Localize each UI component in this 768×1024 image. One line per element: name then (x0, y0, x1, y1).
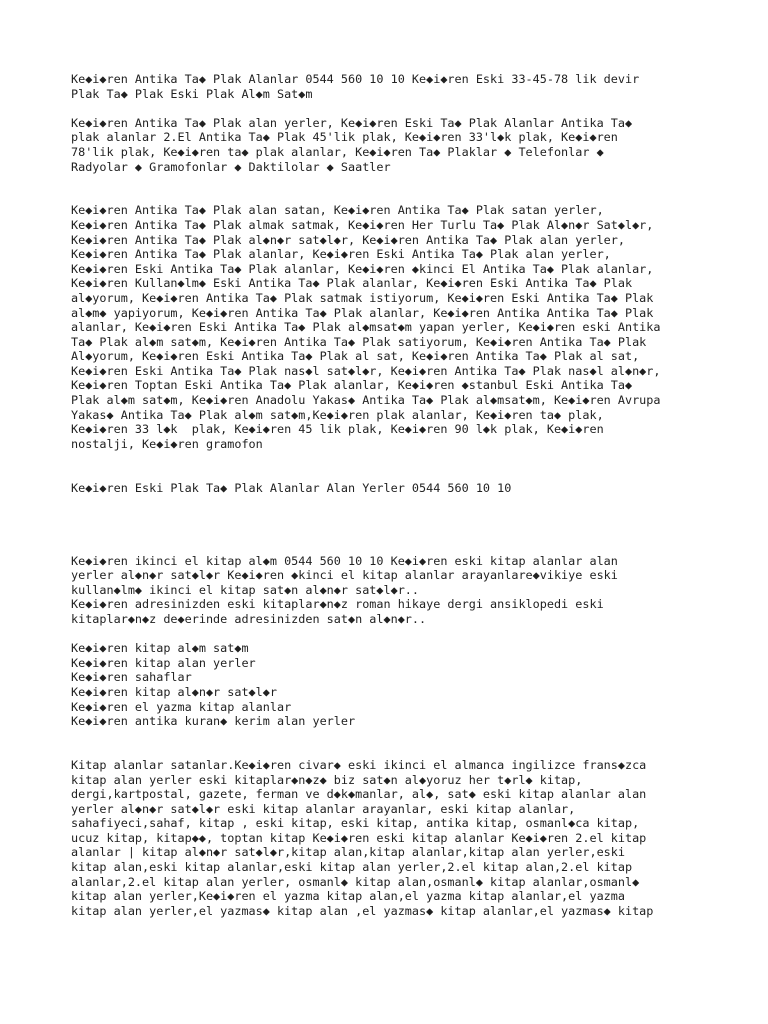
kitap-list: Ke◆i◆ren kitap al◆m sat◆m Ke◆i◆ren kitap alan yerler Ke◆i◆ren sahaflar Ke◆i◆ren kitap al◆n◆r sat◆l◆r Ke◆i◆ren el yazma kitap alanlar Ke◆i◆ren antika kuran◆ kerim alan yerler (71, 641, 356, 729)
kitap-keywords-paragraph: Kitap alanlar satanlar.Ke◆i◆ren civar◆ eski ikinci el almanca ingilizce frans◆zca kitap alan yerler eski kitaplar◆n◆z◆ biz sat◆n al◆yoruz her t◆rl◆ kitap, dergi,kartpostal, gazete, ferman ve d◆k◆manlar, al◆, sat◆ eski kitap alanlar alan yerler al◆n◆r sat◆l◆r eski kitap alanlar arayanlar, eski kitap alanlar, sahafiyeci,sahaf, kitap , eski kitap, eski kitap, antika kitap, osmanl◆ca kitap, ucuz kitap, kitap◆◆, toptan kitap Ke◆i◆ren eski kitap alanlar Ke◆i◆ren 2.el kitap alanlar | kitap al◆n◆r sat◆l◆r,kitap alan,kitap alanlar,kitap alan yerler,eski kitap alan,eski kitap alanlar,eski kitap alan yerler,2.el kitap alan,2.el kitap alanlar,2.el kitap alan yerler, osmanl◆ kitap alan,osmanl◆ kitap alanlar,osmanl◆ kitap alan yerler,Ke◆i◆ren el yazma kitap alan,el yazma kitap alanlar,el yazma kitap alan yerler,el yazmas◆ kitap alan ,el yazmas◆ kitap alanlar,el yazmas◆ kitap (71, 757, 654, 918)
spacer (71, 451, 711, 480)
spacer (71, 101, 711, 116)
spacer (71, 174, 711, 203)
document-page (71, 72, 711, 918)
kitap-intro-paragraph: Ke◆i◆ren ikinci el kitap al◆m 0544 560 10 10 Ke◆i◆ren eski kitap alanlar alan yerler al◆n◆r sat◆l◆r Ke◆i◆ren ◆kinci el kitap alanlar arayanlare◆vikiye eski kullan◆lm◆ ikinci el kitap sat◆n al◆n◆r sat◆l◆r.. Ke◆i◆ren adresinizden eski kitaplar◆n◆z roman hikaye dergi ansiklopedi eski kitaplar◆n◆z de◆erinde adresinizden sat◆n al◆n◆r.. (71, 553, 618, 626)
spacer (71, 627, 711, 642)
plak-contact-line: Ke◆i◆ren Eski Plak Ta◆ Plak Alanlar Alan Yerler 0544 560 10 10 (71, 480, 512, 495)
spacer (71, 729, 711, 758)
plak-summary-paragraph: Ke◆i◆ren Antika Ta◆ Plak alan yerler, Ke◆i◆ren Eski Ta◆ Plak Alanlar Antika Ta◆ plak alanlar 2.El Antika Ta◆ Plak 45'lik plak, Ke◆i◆ren 33'l◆k plak, Ke◆i◆ren 78'lik plak, Ke◆i◆ren ta◆ plak alanlar, Ke◆i◆ren Ta◆ Plaklar ◆ Telefonlar ◆ Radyolar ◆ Gramofonlar ◆ Daktilolar ◆ Saatler (71, 115, 633, 174)
intro-heading-paragraph: Ke◆i◆ren Antika Ta◆ Plak Alanlar 0544 560 10 10 Ke◆i◆ren Eski 33-45-78 lik devir Plak Ta◆ Plak Eski Plak Al◆m Sat◆m (71, 72, 640, 101)
spacer (71, 495, 711, 553)
plak-keywords-paragraph: Ke◆i◆ren Antika Ta◆ Plak alan satan, Ke◆i◆ren Antika Ta◆ Plak satan yerler, Ke◆i◆ren Antika Ta◆ Plak almak satmak, Ke◆i◆ren Her Turlu Ta◆ Plak Al◆n◆r Sat◆l◆r, Ke◆i◆ren Antika Ta◆ Plak al◆n◆r sat◆l◆r, Ke◆i◆ren Antika Ta◆ Plak alan yerler, Ke◆i◆ren Antika Ta◆ Plak alanlar, Ke◆i◆ren Eski Antika Ta◆ Plak alan yerler, Ke◆i◆ren Eski Antika Ta◆ Plak alanlar, Ke◆i◆ren ◆kinci El Antika Ta◆ Plak alanlar, Ke◆i◆ren Kullan◆lm◆ Eski Antika Ta◆ Plak alanlar, Ke◆i◆ren Eski Antika Ta◆ Plak al◆yorum, Ke◆i◆ren Antika Ta◆ Plak satmak istiyorum, Ke◆i◆ren Eski Antika Ta◆ Plak al◆m◆ yapiyorum, Ke◆i◆ren Antika Ta◆ Plak alanlar, Ke◆i◆ren Antika Antika Ta◆ Plak alanlar, Ke◆i◆ren Eski Antika Ta◆ Plak al◆msat◆m yapan yerler, Ke◆i◆ren eski Antika Ta◆ Plak al◆m sat◆m, Ke◆i◆ren Antika Ta◆ Plak satiyorum, Ke◆i◆ren Antika Ta◆ Plak Al◆yorum, Ke◆i◆ren Eski Antika Ta◆ Plak al sat, Ke◆i◆ren Antika Ta◆ Plak al sat, Ke◆i◆ren Eski Antika Ta◆ Plak nas◆l sat◆l◆r, Ke◆i◆ren Antika Ta◆ Plak nas◆l al◆n◆r, Ke◆i◆ren Toptan Eski Antika Ta◆ Plak alanlar, Ke◆i◆ren ◆stanbul Eski Antika Ta◆ Plak al◆m sat◆m, Ke◆i◆ren Anadolu Yakas◆ Antika Ta◆ Plak al◆msat◆m, Ke◆i◆ren Avrupa Yakas◆ Antika Ta◆ Plak al◆m sat◆m,Ke◆i◆ren plak alanlar, Ke◆i◆ren ta◆ plak, Ke◆i◆ren 33 l◆k plak, Ke◆i◆ren 45 lik plak, Ke◆i◆ren 90 l◆k plak, Ke◆i◆ren nostalji, Ke◆i◆ren gramofon (71, 203, 661, 451)
